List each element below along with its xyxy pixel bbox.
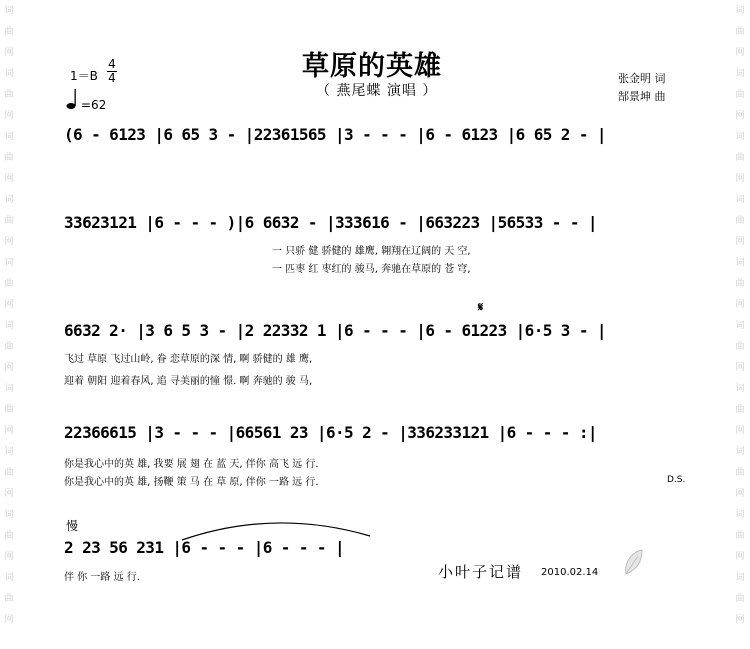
watermark-char: 词 xyxy=(735,69,745,79)
score-row-5-lyrics: 伴 你 一路 远 行. xyxy=(64,572,140,583)
watermark-char: 网 xyxy=(735,363,745,373)
transcription-date: 2010.02.14 xyxy=(541,567,599,578)
watermark-char: 曲 xyxy=(735,90,745,100)
watermark-char: 网 xyxy=(735,48,745,58)
score-row-3-notes: 6632 2· |3 6 5 3 - |2 22332 1 |6 - - - |6 - 61223 |6·5 3 - | xyxy=(64,321,606,340)
watermark-char: 曲 xyxy=(4,594,14,604)
watermark-char: 曲 xyxy=(735,531,745,541)
transcriber-signature: 小叶子记谱 xyxy=(438,563,524,581)
watermark-char: 网 xyxy=(735,552,745,562)
watermark-char: 词 xyxy=(4,195,14,205)
watermark-char: 曲 xyxy=(4,531,14,541)
watermark-char: 网 xyxy=(4,426,14,436)
segno-icon: 𝄋 xyxy=(478,300,484,314)
watermark-char: 网 xyxy=(735,615,745,625)
watermark-char: 曲 xyxy=(4,90,14,100)
score-row-3-lyrics-2: 迎着 朝阳 迎着春风, 追 寻美丽的憧 憬. 啊 奔驰的 骏 马, xyxy=(64,376,313,387)
watermark-char: 词 xyxy=(735,573,745,583)
watermark-char: 曲 xyxy=(4,279,14,289)
watermark-char: 网 xyxy=(4,174,14,184)
song-title: 草原的英雄 xyxy=(302,51,442,82)
watermark-char: 词 xyxy=(735,6,745,16)
score-row-2-lyrics-2: 一 匹枣 红 枣红的 骏马, 奔驰在草原的 苍 穹, xyxy=(272,264,471,275)
watermark-char: 曲 xyxy=(735,405,745,415)
watermark-char: 曲 xyxy=(4,153,14,163)
watermark-char: 词 xyxy=(4,384,14,394)
watermark-char: 网 xyxy=(4,300,14,310)
watermark-char: 曲 xyxy=(4,405,14,415)
watermark-char: 曲 xyxy=(735,594,745,604)
key-signature: 1＝B xyxy=(70,69,98,83)
watermark-char: 网 xyxy=(4,111,14,121)
tempo: =62 xyxy=(81,98,107,112)
score-row-3-lyrics-1: 飞过 草原 飞过山岭, 眷 恋草原的深 情, 啊 骄健的 雄 鹰, xyxy=(64,354,313,365)
watermark-char: 曲 xyxy=(4,342,14,352)
watermark-char: 词 xyxy=(4,258,14,268)
watermark-char: 词 xyxy=(4,447,14,457)
watermark-char: 词 xyxy=(4,573,14,583)
watermark-char: 词 xyxy=(4,132,14,142)
watermark-char: 词 xyxy=(735,258,745,268)
score-row-2-notes: 33623121 |6 - - - )|6 6632 - |333616 - |663223 |56533 - - | xyxy=(64,213,597,232)
score-row-5-notes: 2 23 56 231 |6 - - - |6 - - - | xyxy=(64,538,345,557)
song-subtitle: （ 燕尾蝶 演唱 ） xyxy=(316,83,438,99)
watermark-char: 词 xyxy=(4,510,14,520)
watermark-char: 网 xyxy=(4,363,14,373)
watermark-char: 词 xyxy=(735,447,745,457)
watermark-char: 词 xyxy=(4,321,14,331)
watermark-right xyxy=(733,4,747,634)
leaf-logo-icon xyxy=(620,548,646,582)
lyricist-credit: 张金明 词 xyxy=(618,72,666,85)
watermark-char: 曲 xyxy=(4,27,14,37)
score-row-4-lyrics-2: 你是我心中的英 雄, 扬鞭 策 马 在 草 原, 伴你 一路 远 行. xyxy=(64,477,319,488)
score-row-1-notes: (6 - 6123 |6 65 3 - |22361565 |3 - - - |6 - 6123 |6 65 2 - | xyxy=(64,125,606,144)
watermark-char: 词 xyxy=(735,384,745,394)
watermark-char: 曲 xyxy=(735,153,745,163)
watermark-char: 曲 xyxy=(735,342,745,352)
quarter-note-icon xyxy=(66,88,80,110)
watermark-char: 词 xyxy=(4,6,14,16)
time-signature-top: 4 xyxy=(108,57,116,71)
watermark-char: 网 xyxy=(4,48,14,58)
score-row-2-lyrics-1: 一 只骄 健 骄健的 雄鹰, 翱翔在辽阔的 天 空, xyxy=(272,246,471,257)
watermark-char: 词 xyxy=(735,321,745,331)
watermark-char: 网 xyxy=(735,300,745,310)
tempo-marking-slow: 慢 xyxy=(66,519,79,533)
dal-segno-mark: D.S. xyxy=(667,475,686,485)
time-signature-bottom: 4 xyxy=(108,71,116,85)
watermark-char: 词 xyxy=(735,510,745,520)
watermark-char: 网 xyxy=(4,615,14,625)
watermark-char: 网 xyxy=(735,111,745,121)
time-signature xyxy=(106,58,118,85)
watermark-char: 网 xyxy=(4,237,14,247)
watermark-char: 词 xyxy=(735,195,745,205)
watermark-char: 词 xyxy=(735,132,745,142)
watermark-char: 网 xyxy=(735,174,745,184)
score-row-4-lyrics-1: 你是我心中的英 雄, 我要 展 翅 在 蓝 天, 伴你 高飞 远 行. xyxy=(64,459,319,470)
watermark-char: 曲 xyxy=(735,279,745,289)
watermark-char: 曲 xyxy=(4,468,14,478)
score-row-4-notes: 22366615 |3 - - - |66561 23 |6·5 2 - |336233121 |6 - - - :| xyxy=(64,423,597,442)
watermark-char: 网 xyxy=(4,489,14,499)
watermark-left xyxy=(2,4,16,634)
watermark-char: 曲 xyxy=(735,27,745,37)
watermark-char: 曲 xyxy=(4,216,14,226)
watermark-char: 词 xyxy=(4,69,14,79)
watermark-char: 网 xyxy=(735,237,745,247)
watermark-char: 网 xyxy=(735,489,745,499)
watermark-char: 网 xyxy=(735,426,745,436)
watermark-char: 曲 xyxy=(735,216,745,226)
watermark-char: 曲 xyxy=(735,468,745,478)
watermark-char: 网 xyxy=(4,552,14,562)
composer-credit: 郜景坤 曲 xyxy=(618,90,666,103)
slur-line xyxy=(180,514,380,544)
